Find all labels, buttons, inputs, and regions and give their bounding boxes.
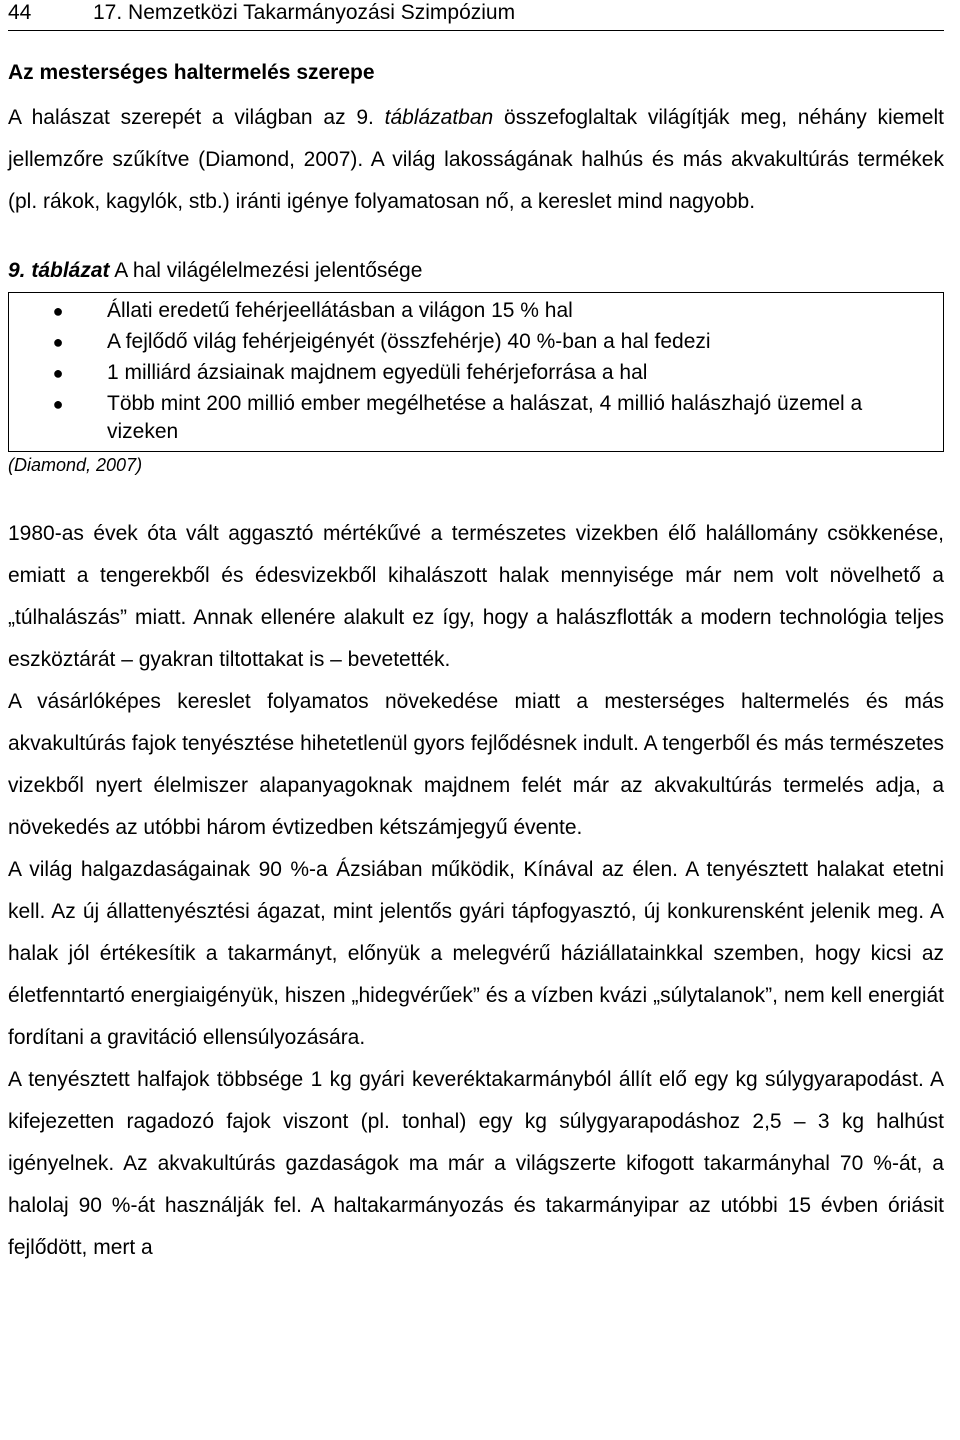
page-header [8, 0, 944, 31]
list-item [9, 390, 943, 446]
body-paragraph: A vásárlóképes kereslet folyamatos növekedése miatt a mesterséges haltermelés és más akvakultúrás fajok tenyésztése hihetetlenül gyors fejlődésnek indult. A tengerből és más természetes vizekből nyert élelmiszer alapanyagoknak majdnem felét már az akvakultúrás termelés adja, a növekedés az utóbbi három évtizedben kétszámjegyű évente. [8, 690, 944, 839]
document-page [8, 0, 944, 1269]
intro-paragraph [8, 97, 944, 223]
body-paragraph: A világ halgazdaságainak 90 %-a Ázsiában működik, Kínával az élen. A tenyésztett halakat etetni kell. Az új állattenyésztési ágazat, mint jelentős gyári tápfogyasztó, új konkurensként jelenik meg. A halak jól értékesítik a takarmányt, előnyük a melegvérű háziállatainkkal szemben, hogy kicsi az életfenntartó energiaigényük, hiszen „hidegvérűek” és a vízben kvázi „súlytalanok”, nem kell energiát fordítani a gravitáció ellensúlyozására. [8, 858, 944, 1049]
table-caption [8, 259, 944, 283]
list-item-text: 1 milliárd ázsiainak majdnem egyedüli fehérjeforrása a hal [107, 361, 648, 384]
table-caption-label: 9. táblázat [8, 259, 110, 282]
list-item-text: Több mint 200 millió ember megélhetése a halászat, 4 millió halászhajó üzemel a vizeken [107, 392, 863, 443]
list-item-text: A fejlődő világ fehérjeigényét (összfehérje) 40 %-ban a hal fedezi [107, 330, 711, 353]
bullet-icon: ● [52, 394, 64, 414]
table-caption-text: A hal világélelmezési jelentősége [109, 259, 423, 282]
running-title: 17. Nemzetközi Takarmányozási Szimpózium [93, 1, 516, 24]
table-box [8, 292, 944, 452]
bullet-icon: ● [52, 363, 64, 383]
bullet-icon: ● [52, 332, 64, 352]
list-item-text: Állati eredetű fehérjeellátásban a világon 15 % hal [107, 299, 573, 322]
list-item [9, 328, 943, 356]
intro-text-1: A halászat szerepét a világban az 9. [8, 106, 385, 129]
body-paragraph: 1980-as évek óta vált aggasztó mértékűvé a természetes vizekben élő halállomány csökkenése, emiatt a tengerekből és édesvizekből kihalászott halak mennyisége már nem volt növelhető a „túlhalászás” miatt. Annak ellenére alakult ez így, hogy a halászflották a modern technológia teljes eszköztárát – gyakran tiltottakat is – bevetették. [8, 522, 944, 671]
page-number: 44 [8, 1, 32, 24]
list-item [9, 297, 943, 325]
list-item [9, 359, 943, 387]
intro-text-2: összefoglaltak világítják meg, néhány kiemelt jellemzőre szűkítve (Diamond, 2007). A világ lakosságának halhús és más akvakultúrás termékek (pl. rákok, kagylók, stb.) iránti igénye folyamatosan nő, a kereslet mind nagyobb. [8, 106, 944, 213]
body-paragraph: A tenyésztett halfajok többsége 1 kg gyári keveréktakarmányból állít elő egy kg súlygyarapodást. A kifejezetten ragadozó fajok viszont (pl. tonhal) egy kg súlygyarapodáshoz 2,5 – 3 kg halhúst igényelnek. Az akvakultúrás gazdaságok ma már a világszerte kifogott takarmányhal 70 %-át, a halolaj 90 %-át használják fel. A haltakarmányozás és takarmányipar az utóbbi 15 évben óriásit fejlődött, mert a [8, 1068, 944, 1259]
intro-text-italic: táblázatban [384, 106, 494, 129]
table-source: (Diamond, 2007) [8, 455, 143, 475]
section-heading: Az mesterséges haltermelés szerepe [8, 61, 375, 84]
body-text [8, 513, 944, 1269]
bullet-icon: ● [52, 301, 64, 321]
